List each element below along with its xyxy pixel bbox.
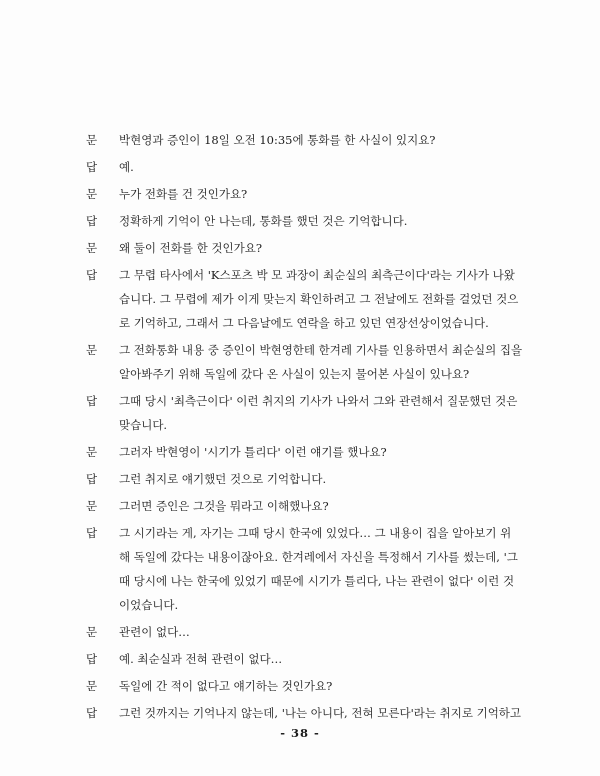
statement-text <box>119 494 526 518</box>
text-line: 그 전화통화 내용 중 증인이 박현영한테 한겨레 기사를 인용하면서 최순실의 집을 <box>119 343 523 357</box>
text-line: 맞습니다. <box>119 418 168 432</box>
text-line: 때 당시에 나는 한국에 있었기 때문에 시기가 틀리다, 나는 관련이 없다' 이런 것 <box>119 574 515 588</box>
text-line: 그때 당시 '최측근이다' 이런 취지의 기사가 나와서 그와 관련해서 질문했던 것은 <box>119 394 518 408</box>
text-line: 예. 최순실과 전혀 관련이 없다… <box>119 652 283 666</box>
statement-text <box>119 521 526 617</box>
question-row <box>86 236 526 260</box>
statement-text <box>119 467 526 491</box>
statement-text <box>119 236 526 260</box>
answer-row <box>86 521 526 617</box>
answer-marker: 답 <box>86 394 98 408</box>
statement-text <box>119 128 526 152</box>
answer-marker: 답 <box>86 160 98 174</box>
transcript-body <box>86 128 526 728</box>
text-line: 그러면 증인은 그것을 뭐라고 이해했나요? <box>119 499 329 513</box>
text-line: 누가 전화를 건 것인가요? <box>119 187 248 201</box>
statement-text <box>119 647 526 671</box>
statement-text <box>119 155 526 179</box>
text-line: 예. <box>119 160 134 174</box>
text-line: 알아봐주기 위해 독일에 갔다 온 사실이 있는지 물어본 사실이 있나요? <box>119 367 470 381</box>
page-number: - 38 - <box>280 726 320 740</box>
answer-row <box>86 701 526 725</box>
question-marker: 문 <box>86 625 98 639</box>
statement-text <box>119 440 526 464</box>
question-row <box>86 620 526 644</box>
answer-marker: 답 <box>86 214 98 228</box>
statement-text <box>119 620 526 644</box>
answer-marker: 답 <box>86 652 98 666</box>
question-marker: 문 <box>86 133 98 147</box>
text-line: 습니다. 그 무렵에 제가 이게 맞는지 확인하려고 그 전날에도 전화를 걸었던 것으 <box>119 292 519 306</box>
text-line: 박현영과 증인이 18일 오전 10:35에 통화를 한 사실이 있지요? <box>119 133 436 147</box>
question-row <box>86 440 526 464</box>
text-line: 그 시기라는 게, 자기는 그때 당시 한국에 있었다… 그 내용이 집을 알아보기 위 <box>119 526 512 540</box>
answer-row <box>86 467 526 491</box>
text-line: 그런 취지로 얘기했던 것으로 기억합니다. <box>119 472 327 486</box>
statement-text <box>119 182 526 206</box>
answer-marker: 답 <box>86 472 98 486</box>
text-line: 관련이 없다… <box>119 625 190 639</box>
question-marker: 문 <box>86 445 98 459</box>
answer-marker: 답 <box>86 268 98 282</box>
question-row <box>86 338 526 386</box>
question-row <box>86 182 526 206</box>
text-line: 그런 것까지는 기억나지 않는데, '나는 아니다, 전혀 모른다'라는 취지로 기억하고 <box>119 706 522 720</box>
text-line: 이었습니다. <box>119 598 179 612</box>
text-line: 그러자 박현영이 '시기가 틀리다' 이런 얘기를 했나요? <box>119 445 387 459</box>
question-row <box>86 674 526 698</box>
text-line: 왜 둘이 전화를 한 것인가요? <box>119 241 262 255</box>
question-row <box>86 128 526 152</box>
answer-marker: 답 <box>86 706 98 720</box>
statement-text <box>119 209 526 233</box>
text-line: 정확하게 기억이 안 나는데, 통화를 했던 것은 기억합니다. <box>119 214 408 228</box>
statement-text <box>119 338 526 386</box>
question-marker: 문 <box>86 499 98 513</box>
answer-row <box>86 263 526 335</box>
text-line: 그 무렵 타사에서 'K스포츠 박 모 과장이 최순실의 최측근이다'라는 기사가 나왔 <box>119 268 515 282</box>
question-marker: 문 <box>86 241 98 255</box>
text-line: 로 기억하고, 그래서 그 다음날에도 연락을 하고 있던 연장선상이었습니다. <box>119 316 489 330</box>
question-row <box>86 494 526 518</box>
statement-text <box>119 389 526 437</box>
question-marker: 문 <box>86 679 98 693</box>
answer-marker: 답 <box>86 526 98 540</box>
statement-text <box>119 263 526 335</box>
text-line: 해 독일에 갔다는 내용이잖아요. 한겨레에서 자신을 특정해서 기사를 썼는데, '그 <box>119 550 518 564</box>
statement-text <box>119 701 526 725</box>
text-line: 독일에 간 적이 없다고 얘기하는 것인가요? <box>119 679 333 693</box>
answer-row <box>86 389 526 437</box>
question-marker: 문 <box>86 187 98 201</box>
answer-row <box>86 647 526 671</box>
question-marker: 문 <box>86 343 98 357</box>
answer-row <box>86 155 526 179</box>
statement-text <box>119 674 526 698</box>
answer-row <box>86 209 526 233</box>
